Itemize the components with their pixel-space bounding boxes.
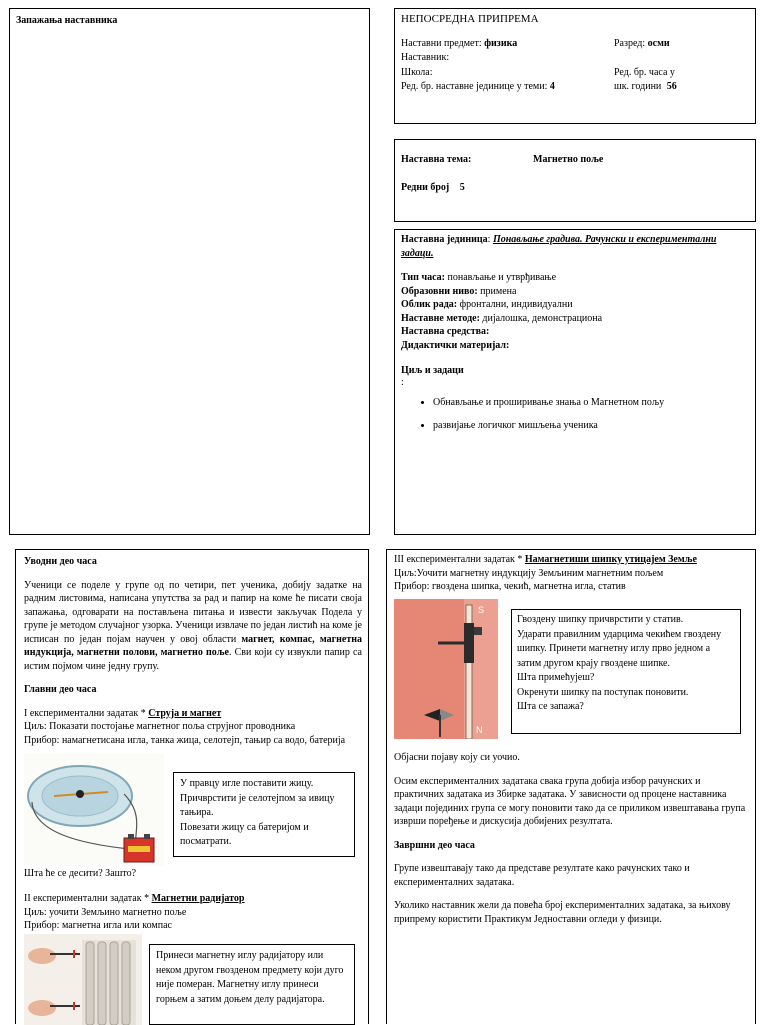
lesson-left-content — [24, 555, 362, 747]
exp1-instruction: Причврстити је селотејпом за ивицу тањира. — [180, 792, 335, 818]
exp2-goal: Циљ: уочити Земљино магнетно поље — [24, 906, 187, 918]
main-heading: Главни део часа — [24, 684, 97, 695]
exp3-instructions-box — [511, 609, 741, 734]
methods-row — [401, 312, 751, 326]
final-block — [394, 751, 748, 926]
class-number-label-1: Ред. бр. часа у — [614, 67, 675, 78]
unit-number-row — [401, 80, 555, 94]
school-label: Школа: — [401, 67, 433, 78]
final-text-1: Групе извештавају тако да представе резултате како рачунских тако и експерименталних задатака. — [394, 863, 690, 888]
iron-rod-svg — [394, 599, 498, 739]
grade-value: осми — [647, 38, 670, 49]
unit-number-label: Ред. бр. наставне јединице у теми: — [401, 81, 548, 92]
exp2-title: Магнетни радијатор — [151, 893, 245, 904]
exp1-instructions-box — [173, 772, 355, 857]
goals-list — [401, 396, 751, 433]
class-number-label-2: шк. години — [614, 81, 662, 92]
unit-title-block: Наставна јединица: Понављање градива. Рачунски и експериментални задаци. — [401, 234, 717, 259]
unit-title: Понављање градива. Рачунски и експериментални задаци. — [401, 234, 717, 259]
order-label: Редни број — [401, 182, 450, 193]
exp3-instruction: Шта примећујеш? — [517, 672, 595, 683]
exp1-question: Шта ће се десити? Зашто? — [24, 868, 137, 879]
education-level-label: Образовни ниво: — [401, 285, 478, 297]
subject-value: физика — [484, 38, 518, 49]
didactic-material-label: Дидактички материјал: — [401, 339, 510, 351]
unit-label: Наставна јединица — [401, 234, 488, 245]
exp2-equipment: Прибор: магнетна игла или компас — [24, 920, 172, 931]
theme-label: Наставна тема: — [401, 154, 472, 165]
work-form-label: Облик рада: — [401, 299, 458, 310]
rod-label-s: S — [478, 605, 485, 615]
exp3-instruction: Гвоздену шипку причврстити у статив. — [517, 614, 684, 625]
plate-battery-illustration — [24, 754, 164, 866]
radiator-illustration — [24, 934, 142, 1025]
exp1-prefix: I експериментални задатак * — [24, 707, 146, 719]
preparation-title: НЕПОСРЕДНА ПРИПРЕМА — [401, 13, 539, 25]
teacher-label: Наставник: — [401, 52, 450, 63]
intro-text-part-1: Ученици се поделе у групе од по четири, пет ученика, добију задатке на радним листовима, написана упутства за рад и папир на коме ће писати своја запажања, одговарати на постављена питања и извести закључак Подела у групе је методом случајног узорка. Ученици извлаче по један листић на коме је исписан по један појам научен у овој области — [24, 579, 362, 645]
unit-number-value: 4 — [549, 81, 555, 92]
exp2-prefix: II експериментални задатак * — [24, 893, 150, 904]
observations-box — [9, 8, 370, 535]
goal-item: • развијање логичког мишљења ученика — [433, 419, 751, 433]
intro-text — [24, 579, 362, 674]
rod-label-n: N — [476, 725, 483, 735]
iron-rod-stand-illustration — [394, 599, 498, 739]
goals-label: Циљ и задаци — [401, 365, 464, 376]
goals-colon: : — [401, 376, 404, 388]
exp3-heading — [394, 553, 750, 567]
exp3-explain: Објасни појаву коју си уочио. — [394, 752, 520, 763]
radiator-svg — [24, 934, 142, 1025]
exp1-title: Струја и магнет — [148, 707, 222, 719]
lesson-type-row — [401, 271, 751, 285]
exp3-paragraph: Осим експерименталних задатака свака група добија избор рачунских и практичних задатака из Збирке задатака. У зависности од процене наставника задаци појединих група се могу поновити тако да се приликом извештавања група изврши поређење и дискусија добијених резултата. — [394, 775, 746, 827]
final-text-2: Уколико наставник жели да повећа број експерименталних задатака, за њихову припрему користити Практикум Једноставни огледи у физици. — [394, 900, 731, 925]
unit-box — [394, 229, 756, 535]
work-form-row — [401, 298, 751, 312]
methods-label: Наставне методе: — [401, 312, 480, 324]
goal-item: • Обнављање и проширивање знања о Магнетном пољу — [433, 396, 751, 410]
plate-battery-svg — [24, 754, 164, 866]
work-form-value: фронтални, индивидуални — [459, 299, 573, 310]
exp3-goal: Циљ:Уочити магнетну индукцију Земљиним магнетним пољем — [394, 567, 664, 579]
exp1-equipment: Прибор: намагнетисана игла, танка жица, селотејп, тањир са водо, батерија — [24, 734, 346, 746]
teaching-means-label: Наставна средства: — [401, 326, 490, 337]
unit-details — [401, 271, 751, 443]
exp3-equipment: Прибор: гвоздена шипка, чекић, магнетна игла, статив — [394, 581, 626, 592]
lesson-right-box — [386, 549, 756, 1024]
exp2-instructions-box — [149, 944, 355, 1025]
methods-value: дијалошка, демонстрациона — [482, 312, 603, 324]
grade-row — [614, 37, 670, 51]
observations-title: Запажања наставника — [16, 15, 118, 26]
exp3-instruction: Ударати правилним ударцима чекићем гвоздену шипку. Принети магнетну иглу прво једном а затим другом крају гвоздене шипке. — [517, 628, 722, 669]
grade-label: Разред: — [614, 38, 646, 49]
exp2-heading — [24, 892, 362, 906]
exp1-instruction: Повезати жицу са батеријом и посматрати. — [180, 821, 309, 847]
lesson-type-value: понављање и утврђивање — [447, 272, 557, 283]
intro-key-terms: магнет, компас, магнетна индукција, магнетни полови, магнетно поље — [24, 633, 362, 658]
exp3-prefix: III експериментални задатак * — [394, 554, 523, 565]
lesson-type-label: Тип часа: — [401, 272, 445, 283]
exp2-block — [24, 892, 362, 933]
exp3-instruction: Шта се запажа? — [517, 701, 584, 712]
intro-heading: Уводни део часа — [24, 556, 97, 567]
exp3-title: Намагнетиши шипку утицајем Земље — [524, 554, 697, 565]
intro-text-part-2: . Сви који су извукли папир са истим појмом чине једну групу. — [24, 647, 362, 672]
exp1-heading — [24, 707, 362, 721]
education-level-row — [401, 285, 751, 299]
exp1-goal: Циљ: Показати постојање магнетног поља струјног проводника — [24, 721, 296, 732]
exp3-block — [394, 553, 750, 594]
order-row — [401, 181, 465, 195]
exp2-instructions: Принеси магнетну иглу радијатору или неком другом гвозденом предмету који дуго није померан. Магнетну иглу принеси горњем а затим доњем делу радијатора. — [156, 950, 344, 1005]
lesson-left-box — [15, 549, 369, 1024]
preparation-box — [394, 8, 756, 124]
class-number-row — [614, 80, 677, 94]
class-number-value: 56 — [666, 81, 677, 92]
theme-box — [394, 139, 756, 222]
theme-value: Магнетно поље — [533, 154, 604, 165]
final-heading: Завршни део часа — [394, 839, 475, 851]
subject-label: Наставни предмет: — [401, 38, 482, 49]
order-value: 5 — [459, 182, 465, 193]
exp3-instruction: Окренути шипку па поступак поновити. — [517, 686, 689, 698]
education-level-value: примена — [480, 285, 517, 297]
exp1-instruction: У правцу игле поставити жицу. — [180, 778, 314, 789]
subject-row — [401, 37, 517, 51]
